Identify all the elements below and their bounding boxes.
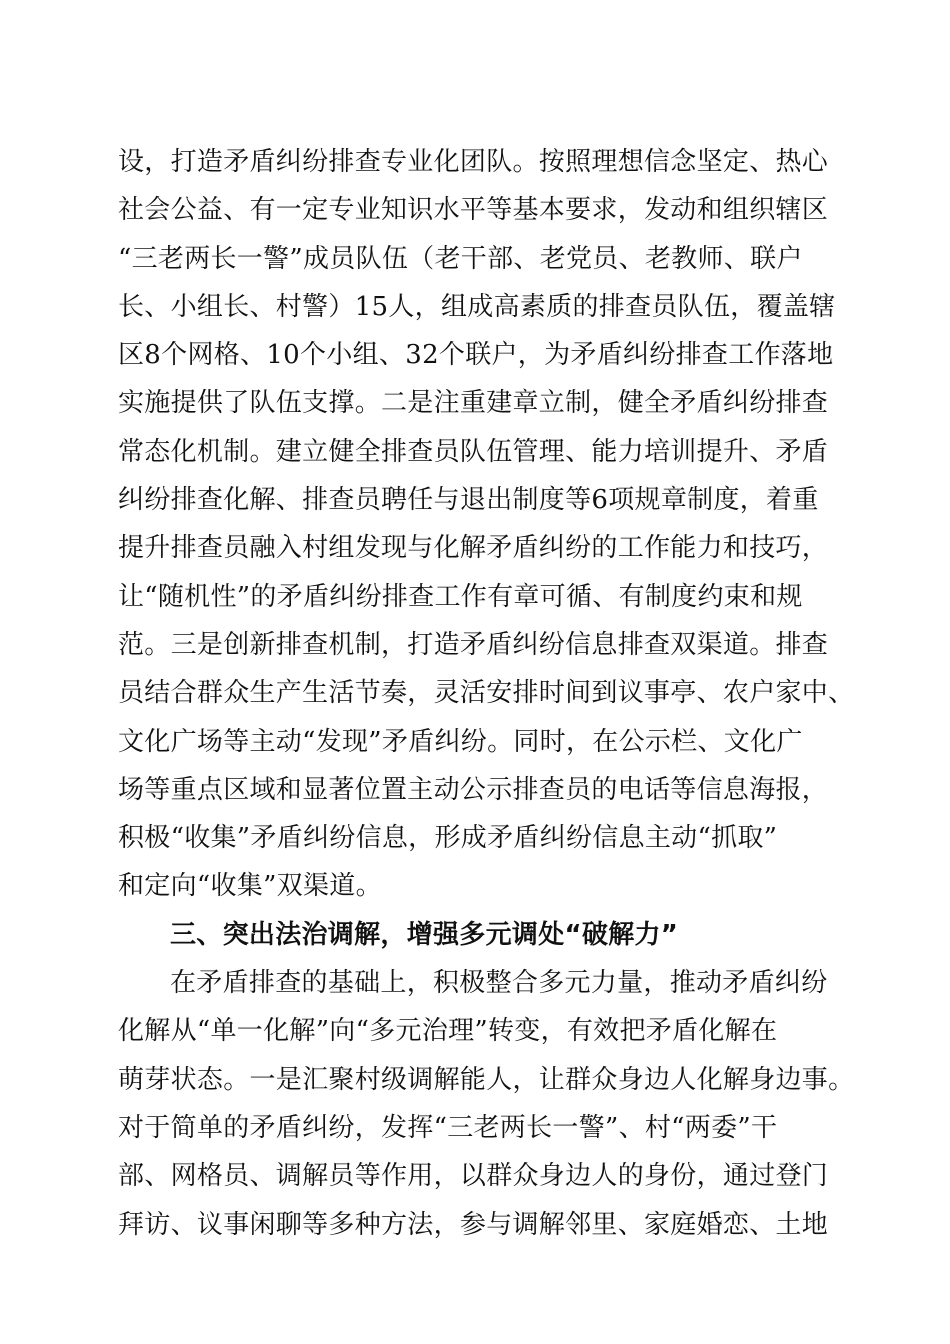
paragraph-line: 部、网格员、调解员等作用，以群众身边人的身份，通过登门 (118, 1161, 829, 1192)
paragraph-line: 文化广场等主动“发现”矛盾纠纷。同时，在公示栏、文化广 (118, 726, 803, 757)
paragraph-line: 和定向“收集”双渠道。 (118, 871, 382, 902)
paragraph-line: 区8个网格、10个小组、32个联户，为矛盾纠纷排查工作落地 (118, 340, 834, 371)
paragraph-line: 让“随机性”的矛盾纠纷排查工作有章可循、有制度约束和规 (118, 581, 803, 612)
paragraph-line: 提升排查员融入村组发现与化解矛盾纠纷的工作能力和技巧， (118, 533, 829, 564)
paragraph-line: 常态化机制。建立健全排查员队伍管理、能力培训提升、矛盾 (118, 436, 829, 467)
paragraph-line: “三老两长一警”成员队伍（老干部、老党员、老教师、联户 (118, 243, 803, 274)
paragraph-line: 长、小组长、村警）15人，组成高素质的排查员队伍，覆盖辖 (118, 291, 836, 322)
paragraph-line: 对于简单的矛盾纠纷，发挥“三老两长一警”、村“两委”干 (118, 1112, 778, 1143)
paragraph-line: 萌芽状态。一是汇聚村级调解能人，让群众身边人化解身边事。 (118, 1064, 855, 1095)
paragraph-line: 实施提供了队伍支撑。二是注重建章立制，健全矛盾纠纷排查 (118, 388, 829, 419)
paragraph-line: 设，打造矛盾纠纷排查专业化团队。按照理想信念坚定、热心 (118, 147, 829, 177)
section-heading: 三、突出法治调解，增强多元调处“破解力” (170, 919, 679, 950)
paragraph-line: 纠纷排查化解、排查员聘任与退出制度等6项规章制度，着重 (118, 485, 819, 516)
paragraph-line: 范。三是创新排查机制，打造矛盾纠纷信息排查双渠道。排查 (118, 629, 829, 660)
paragraph-line: 在矛盾排查的基础上，积极整合多元力量，推动矛盾纠纷 (170, 968, 828, 999)
paragraph-line: 化解从“单一化解”向“多元治理”转变，有效把矛盾化解在 (118, 1016, 778, 1047)
paragraph-line: 拜访、议事闲聊等多种方法，参与调解邻里、家庭婚恋、土地 (118, 1209, 829, 1240)
document-page (118, 138, 855, 1249)
paragraph-line: 社会公益、有一定专业知识水平等基本要求，发动和组织辖区 (118, 195, 829, 226)
paragraph-line: 员结合群众生产生活节奏，灵活安排时间到议事亭、农户家中、 (118, 678, 855, 709)
paragraph-line: 积极“收集”矛盾纠纷信息，形成矛盾纠纷信息主动“抓取” (118, 823, 778, 854)
paragraph-line: 场等重点区域和显著位置主动公示排查员的电话等信息海报， (118, 774, 829, 805)
